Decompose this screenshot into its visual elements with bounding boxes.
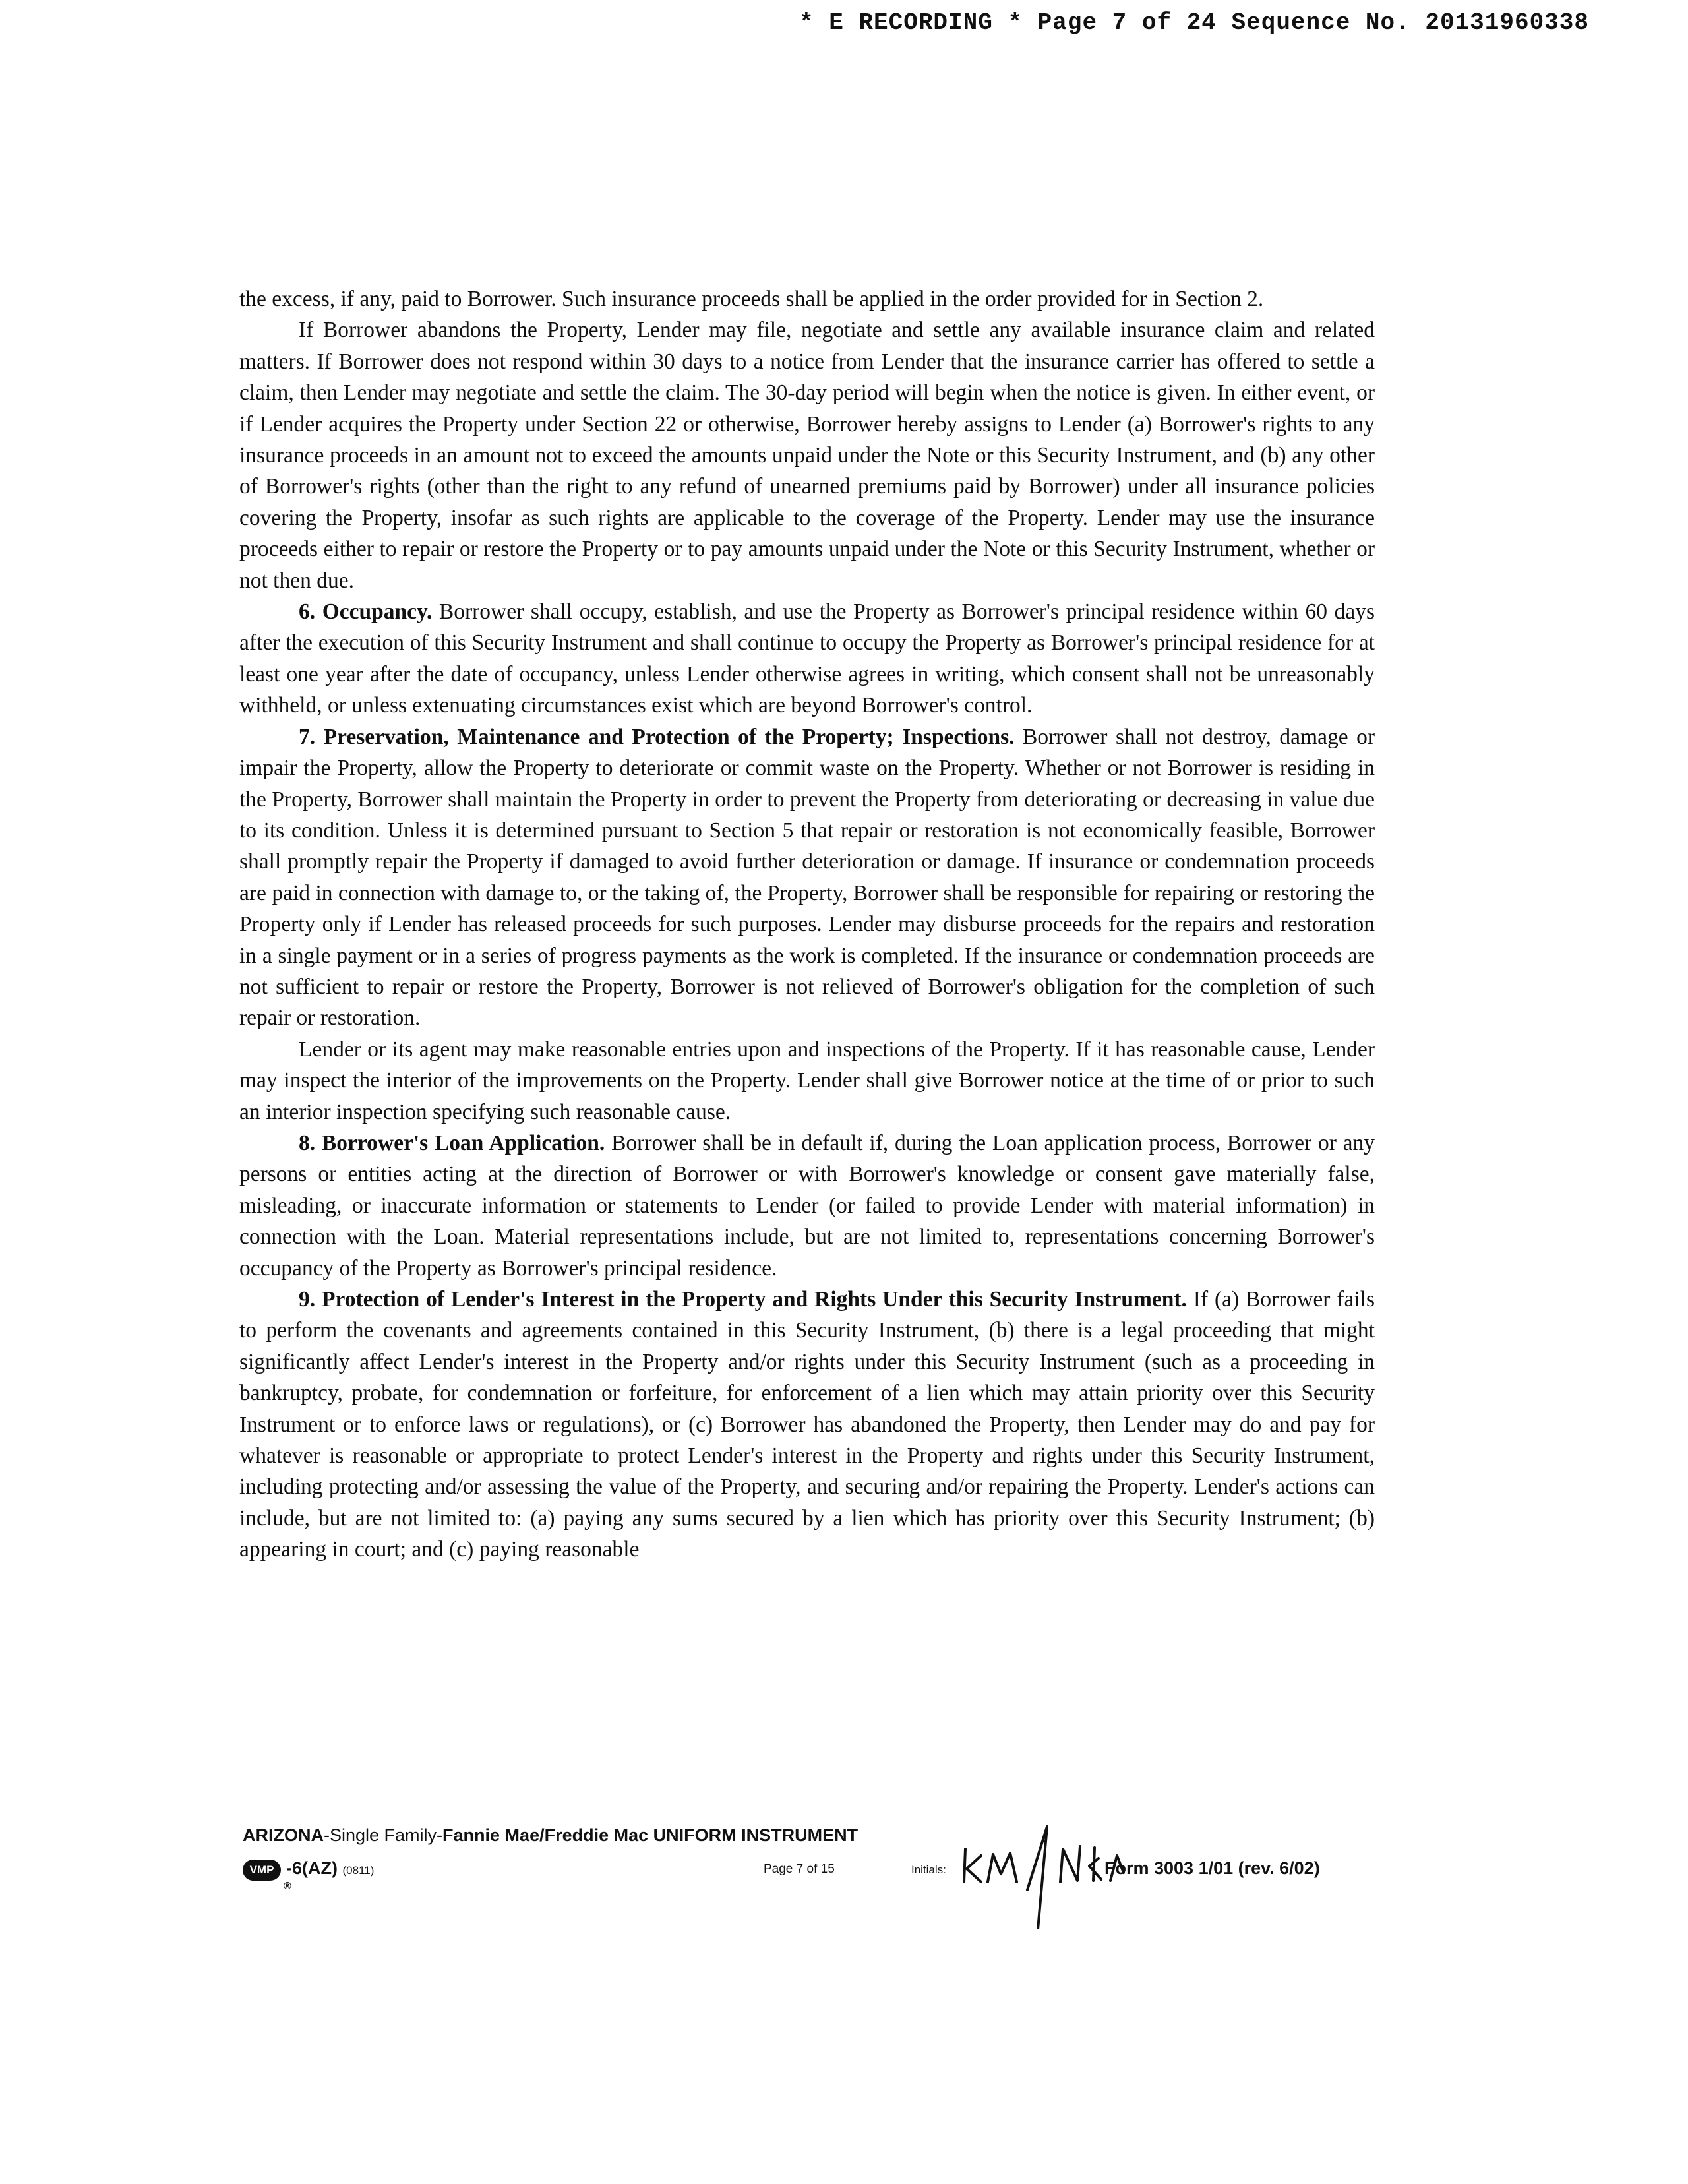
document-body [239,284,1375,1565]
section-6-heading: 6. Occupancy. [299,599,433,624]
footer-page-number: Page 7 of 15 [764,1862,835,1876]
footer-state: ARIZONA [243,1825,324,1845]
paragraph-insurance-excess: the excess, if any, paid to Borrower. Such insurance proceeds shall be applied in the order provided for in Section 2. [239,287,1264,311]
section-8-heading: 8. Borrower's Loan Application. [299,1130,605,1155]
section-8-loan-application [239,1128,1375,1284]
section-8-text: Borrower shall be in default if, during the Loan application process, Borrower or any persons or entities acting at the direction of Borrower or with Borrower's knowledge or consent gave materially false, misleading, or inaccurate information or statements to Lender (or failed to provide Lender with material information) in connection with the Loan. Material representations include, but are not limited to, representations concerning Borrower's occupancy of the Property as Borrower's principal residence. [239,1130,1375,1281]
section-7-heading: 7. Preservation, Maintenance and Protection of the Property; Inspections. [299,724,1015,749]
recording-header: * E RECORDING * Page 7 of 24 Sequence No. 20131960338 [799,9,1589,36]
section-9-protection [239,1284,1375,1565]
section-7-preservation [239,721,1375,1034]
initials-label: Initials: [911,1864,946,1876]
footer-title-light: -Single Family- [324,1825,443,1845]
paragraph-abandonment: If Borrower abandons the Property, Lender may file, negotiate and settle any available insurance claim and related matters. If Borrower does not respond within 30 days to a notice from Lender that the insurance carrier has offered to settle a claim, then Lender may negotiate and settle the claim. The 30-day period will begin when the notice is given. In either event, or if Lender acquires the Property under Section 22 or otherwise, Borrower hereby assigns to Lender (a) Borrower's rights to any insurance proceeds in an amount not to exceed the amounts unpaid under the Note or this Security Instrument, and (b) any other of Borrower's rights (other than the right to any refund of unearned premiums paid by Borrower) under all insurance policies covering the Property, insofar as such rights are applicable to the coverage of the Property. Lender may use the insurance proceeds either to repair or restore the Property or to pay amounts unpaid under the Note or this Security Instrument, whether or not then due. [239,318,1375,593]
section-9-text: If (a) Borrower fails to perform the covenants and agreements contained in this Security Instrument, (b) there is a legal proceeding that might significantly affect Lender's interest in the Property and/or rights under this Security Instrument (such as a proceeding in bankruptcy, probate, for condemnation or forfeiture, for enforcement of a lien which may attain priority over this Security Instrument or to enforce laws or regulations), or (c) Borrower has abandoned the Property, then Lender may do and pay for whatever is reasonable or appropriate to protect Lender's interest in the Property and rights under this Security Instrument, including protecting and/or assessing the value of the Property, and securing and/or repairing the Property. Lender's actions can include, but are not limited to: (a) paying any sums secured by a lien which has priority over this Security Instrument; (b) appearing in court; and (c) paying reasonable [239,1287,1375,1562]
vmp-logo: VMP [243,1860,281,1881]
section-9-heading: 9. Protection of Lender's Interest in the Property and Rights Under this Security Instrument. [299,1287,1187,1312]
footer-title-bold: Fannie Mae/Freddie Mac UNIFORM INSTRUMENT [442,1825,859,1845]
footer-form-number [286,1858,374,1879]
form-footer [243,1825,1377,1924]
footer-form-reference: Form 3003 1/01 (rev. 6/02) [1104,1858,1320,1878]
section-6-text: Borrower shall occupy, establish, and use the Property as Borrower's principal residence within 60 days after the execution of this Security Instrument and shall continue to occupy the Property as Borrower's principal residence for at least one year after the date of occupancy, unless Lender otherwise agrees in writing, which consent shall not be unreasonably withheld, or unless extenuating circumstances exist which are beyond Borrower's control. [239,599,1375,718]
footer-form-number-code: (0811) [342,1864,375,1877]
paragraph-inspections: Lender or its agent may make reasonable entries upon and inspections of the Property. If it has reasonable cause, Lender may inspect the interior of the improvements on the Property. Lender shall give Borrower notice at the time of or prior to such an interior inspection specifying such reasonable cause. [239,1037,1375,1124]
section-7-text: Borrower shall not destroy, damage or impair the Property, allow the Property to deteriorate or commit waste on the Property. Whether or not Borrower is residing in the Property, Borrower shall maintain the Property in order to prevent the Property from deteriorating or decreasing in value due to its condition. Unless it is determined pursuant to Section 5 that repair or restoration is not economically feasible, Borrower shall promptly repair the Property if damaged to avoid further deterioration or damage. If insurance or condemnation proceeds are paid in connection with damage to, or the taking of, the Property, Borrower shall be responsible for repairing or restoring the Property only if Lender has released proceeds for such purposes. Lender may disburse proceeds for the repairs and restoration in a single payment or in a series of progress payments as the work is completed. If the insurance or condemnation proceeds are not sufficient to repair or restore the Property, Borrower is not relieved of Borrower's obligation for the completion of such repair or restoration. [239,724,1375,1031]
footer-form-number-main: -6(AZ) [286,1858,338,1878]
footer-form-title [243,1825,858,1846]
registered-mark-icon: ® [284,1881,291,1892]
section-6-occupancy [239,596,1375,721]
